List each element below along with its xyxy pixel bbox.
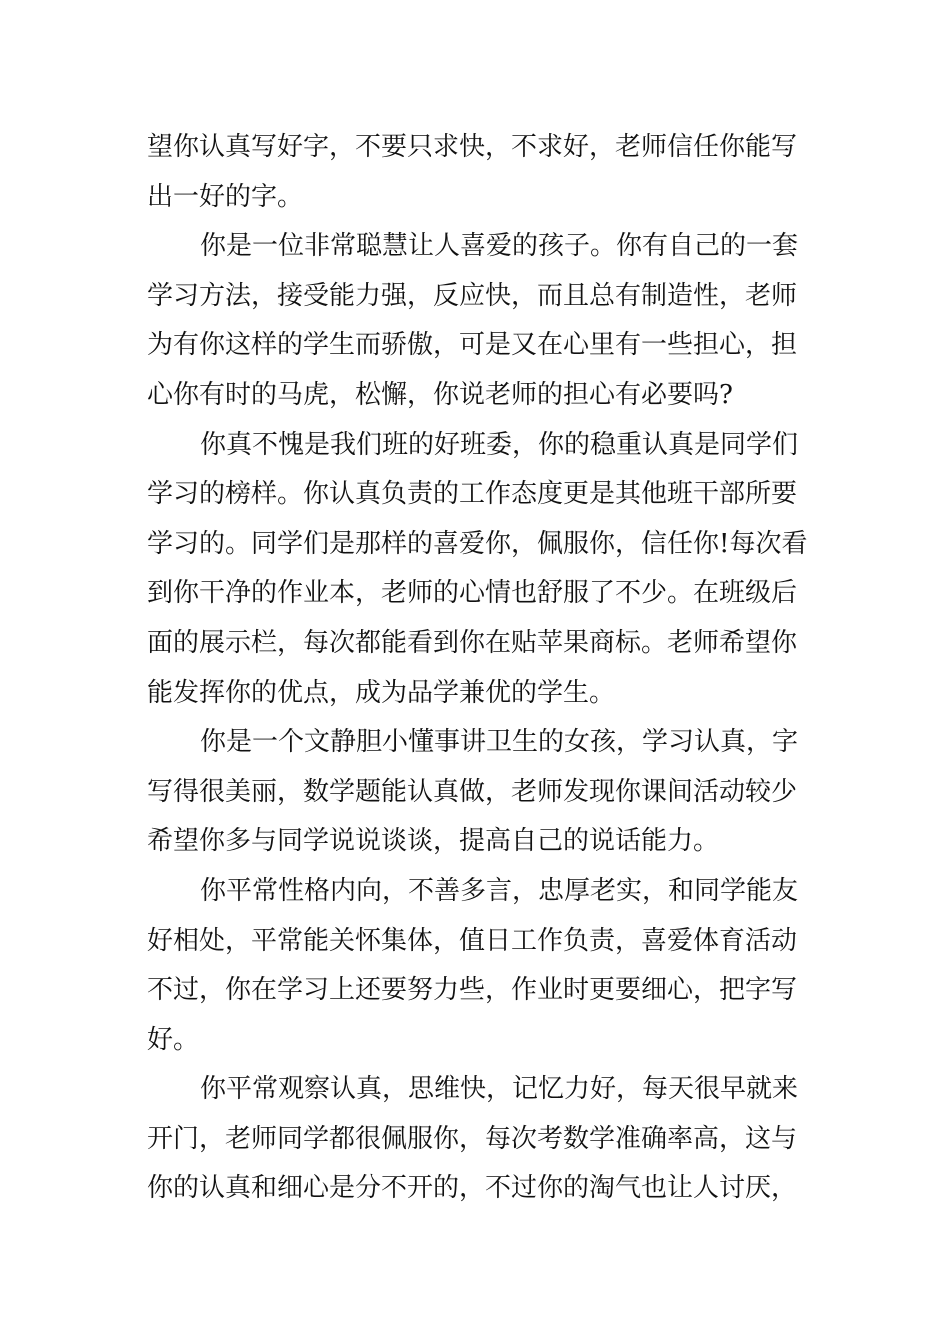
text-line: 你平常性格内向，不善多言，忠厚老实，和同学能友 — [200, 875, 799, 906]
paragraph-4 — [147, 718, 807, 867]
paragraph-1 — [147, 123, 807, 222]
text-line: 学习方法，接受能力强，反应快，而且总有制造性，老师 — [147, 280, 798, 311]
text-line: 心你有时的马虎，松懈，你说老师的担心有必要吗? — [147, 379, 733, 410]
text-line: 为有你这样的学生而骄傲，可是又在心里有一些担心，担 — [147, 330, 798, 361]
document-body — [147, 123, 807, 1214]
text-line: 出一好的字。 — [147, 181, 304, 212]
text-line: 你真不愧是我们班的好班委，你的稳重认真是同学们 — [200, 429, 799, 460]
paragraph-3 — [147, 421, 807, 719]
text-line: 学习的。同学们是那样的喜爱你，佩服你，信任你!每次看 — [147, 528, 807, 559]
paragraph-5 — [147, 867, 807, 1065]
paragraph-6 — [147, 1065, 807, 1214]
text-line: 面的展示栏，每次都能看到你在贴苹果商标。老师希望你 — [147, 627, 798, 658]
text-line: 学习的榜样。你认真负责的工作态度更是其他班干部所要 — [147, 479, 798, 510]
text-line: 不过，你在学习上还要努力些，作业时更要细心，把字写 — [147, 975, 798, 1006]
text-line: 好相处，平常能关怀集体，值日工作负责，喜爱体育活动 — [147, 925, 798, 956]
text-line: 开门，老师同学都很佩服你，每次考数学准确率高，这与 — [147, 1123, 798, 1154]
text-line: 能发挥你的优点，成为品学兼优的学生。 — [147, 677, 616, 708]
text-line: 你是一个文静胆小懂事讲卫生的女孩，学习认真，字 — [200, 727, 799, 758]
text-line: 你的认真和细心是分不开的，不过你的淘气也让人讨厌， — [147, 1173, 798, 1204]
paragraph-2 — [147, 222, 807, 420]
text-line: 你是一位非常聪慧让人喜爱的孩子。你有自己的一套 — [200, 231, 799, 262]
text-line: 写得很美丽，数学题能认真做，老师发现你课间活动较少 — [147, 776, 798, 807]
text-line: 你平常观察认真，思维快，记忆力好，每天很早就来 — [200, 1074, 799, 1105]
text-line: 到你干净的作业本，老师的心情也舒服了不少。在班级后 — [147, 578, 798, 609]
text-line: 望你认真写好字，不要只求快，不求好，老师信任你能写 — [147, 132, 798, 162]
text-line: 希望你多与同学说说谈谈，提高自己的说话能力。 — [147, 826, 720, 857]
text-line: 好。 — [147, 1024, 200, 1055]
